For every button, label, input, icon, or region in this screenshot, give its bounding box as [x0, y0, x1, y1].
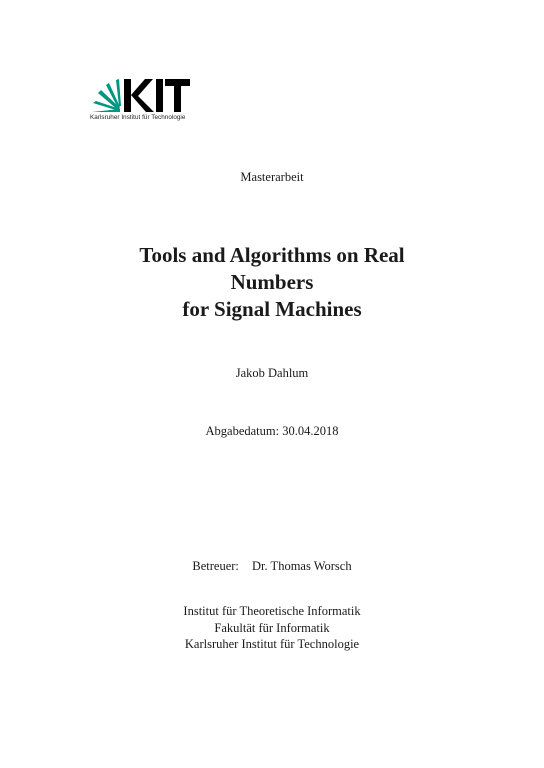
- institution-line: Karlsruher Institut für Technologie: [184, 637, 360, 651]
- institution-line: Institut für Theoretische Informatik: [183, 604, 361, 618]
- submission-date: [0, 424, 544, 439]
- submission-value: 30.04.2018: [282, 424, 339, 438]
- supervisor-name: Dr. Thomas Worsch: [252, 559, 352, 573]
- submission-label: Abgabedatum:: [205, 424, 280, 438]
- thesis-type: Masterarbeit: [240, 170, 304, 184]
- institution-block: [0, 603, 544, 653]
- thesis-title: [0, 242, 544, 323]
- supervisor-label: Betreuer:: [192, 559, 239, 573]
- title-line: for Signal Machines: [182, 297, 362, 321]
- title-line: Tools and Algorithms on Real: [139, 243, 405, 267]
- title-line: Numbers: [230, 270, 314, 294]
- kit-logo-icon: [90, 76, 190, 114]
- kit-logo: [90, 76, 190, 122]
- supervisor: [0, 559, 544, 574]
- logo-subtitle: Karlsruher Institut für Technologie: [90, 114, 186, 121]
- institution-line: Fakultät für Informatik: [214, 620, 330, 635]
- author-name: Jakob Dahlum: [235, 366, 309, 380]
